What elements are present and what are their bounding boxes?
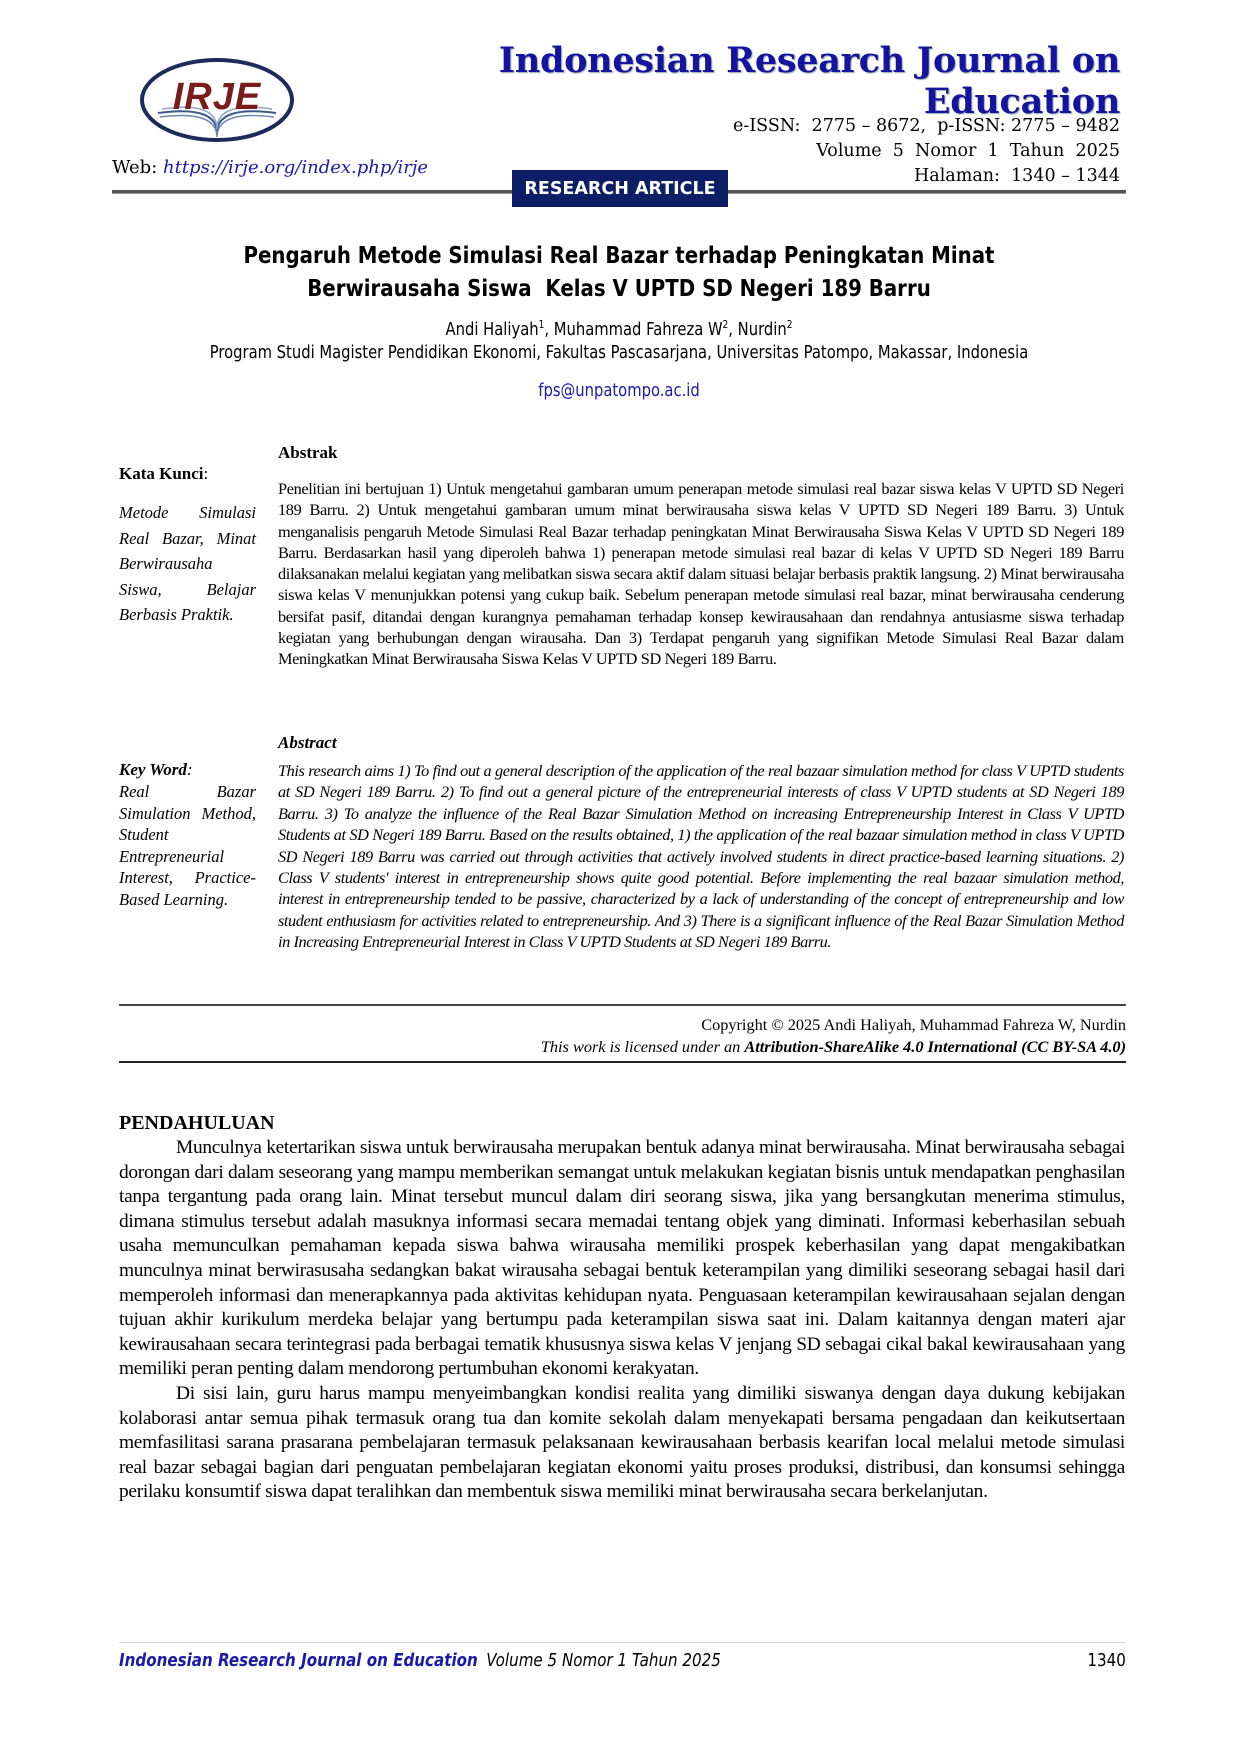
license-prefix: This work is licensed under an xyxy=(540,1037,745,1056)
title-line-1: Pengaruh Metode Simulasi Real Bazar terhadap Peningkatan Minat xyxy=(243,243,995,269)
volume-line: Volume 5 Nomor 1 Tahun 2025 xyxy=(816,141,1120,161)
keywords-en-label: Key Word xyxy=(119,760,187,779)
author-name: Andi Haliyah xyxy=(445,319,539,340)
keywords-id-label: Kata Kunci xyxy=(119,464,204,483)
corresponding-email[interactable]: fps@unpatompo.ac.id xyxy=(538,380,700,401)
author-affil-mark: 2 xyxy=(722,318,729,331)
irje-logo-icon xyxy=(138,55,296,145)
journal-logo xyxy=(138,55,296,145)
copyright-line: Copyright © 2025 Andi Haliyah, Muhammad Fahreza W, Nurdin xyxy=(701,1015,1126,1034)
license-link[interactable]: Attribution-ShareAlike 4.0 International (CC BY-SA 4.0) xyxy=(744,1037,1126,1056)
copyright-divider-bottom xyxy=(119,1061,1126,1063)
keywords-id-colon: : xyxy=(203,464,209,483)
web-line xyxy=(112,157,428,178)
keywords-en-colon: : xyxy=(186,760,193,779)
author-name: Muhammad Fahreza W xyxy=(553,319,723,340)
body-paragraph: Di sisi lain, guru harus mampu menyeimbangkan kondisi realita yang dimiliki siswanya dengan daya dukung kebijakan kolaborasi antar semua pihak termasuk orang tua dan komite sekolah dalam menyekapati bersama pengadaan dan keikutsertaan memfasilitasi sarana prasarana pembelajaran termasuk pelaksanaan kewirausahaan berbasis kearifan local melalui metode simulasi real bazar sebagai bagian dari penguatan pembelajaran kegiatan ekonomi yaitu proses produksi, distribusi, dan konsumsi sehingga perilaku konsumtif siswa dapat teralihkan dan membentuk siswa memiliki minat berwirausaha secara berkelanjutan. xyxy=(119,1382,1125,1503)
section-heading: PENDAHULUAN xyxy=(119,1112,275,1134)
keywords-id-heading xyxy=(119,464,208,484)
journal-title: Indonesian Research Journal on Education xyxy=(498,40,1120,122)
body-text xyxy=(119,1136,1125,1505)
issn-line: e-ISSN: 2775 – 8672, p-ISSN: 2775 – 9482 xyxy=(733,116,1120,136)
author-list: Andi Haliyah$^1$, Muhammad Fahreza $W^2$, Nurdin$^2$ xyxy=(445,318,793,340)
footer-volume: Volume 5 Nomor 1 Tahun 2025 xyxy=(486,1650,721,1671)
header-divider-right xyxy=(728,190,1126,194)
author-name: Nurdin xyxy=(737,319,787,340)
paper-title xyxy=(183,240,1055,306)
logo-text: IRJE xyxy=(172,76,262,118)
keywords-en-list: Real Bazar Simulation Method, Student Entrepreneurial Interest, Practice-Based Learning. xyxy=(119,782,256,909)
footer-divider xyxy=(119,1642,1126,1643)
web-label: Web: xyxy=(112,157,163,178)
article-type-badge: RESEARCH ARTICLE xyxy=(512,170,728,207)
abstract-id-text: Penelitian ini bertujuan 1) Untuk mengetahui gambaran umum penerapan metode simulasi real bazar siswa kelas V UPTD SD Negeri 189 Barru. 2) Untuk mengetahui gambaran umum minat berwirausaha siswa kelas V UPTD SD Negeri 189 Barru. 3) Untuk menganalisis pengaruh Metode Simulasi Real Bazar terhadap peningkatan Minat Berwirausaha Siswa Kelas V UPTD SD Negeri 189 Barru. Berdasarkan hasil yang diperoleh bahwa 1) penerapan metode simulasi real bazar di kelas V UPTD SD Negeri 189 Barru dilaksanakan melalui kegiatan yang melibatkan siswa secara aktif dalam situasi belajar berbasis praktik langsung. 2) Minat berwirausaha siswa kelas V menunjukkan potensi yang cukup baik. Sebelum penerapan metode simulasi real bazar, minat berwirausaha cenderung bersifat pasif, ditandai dengan kurangnya pemahaman terhadap konsep kewirausahaan dan rendahnya antusiasme siswa terhadap kegiatan yang berhubungan dengan wirausaha. Dan 3) Terdapat pengaruh yang signifikan Metode Simulasi Real Bazar dalam Meningkatkan Minat Berwirausaha Siswa Kelas V UPTD SD Negeri 189 Barru. xyxy=(278,479,1124,669)
journal-meta xyxy=(733,114,1120,189)
footer-journal: Indonesian Research Journal on Education xyxy=(119,1650,478,1671)
abstract-en-text: This research aims 1) To find out a general description of the application of the real bazaar simulation method for class V UPTD students at SD Negeri 189 Barru. 2) To find out a general picture of the entrepreneurial interests of class V UPTD students at SD Negeri 189 Barru. 3) To analyze the influence of the Real Bazar Simulation Method on increasing Entrepreneurship Interest in Class V UPTD Students at SD Negeri 189 Barru. Based on the results obtained, 1) the application of the real bazaar simulation method in class V UPTD SD Negeri 189 Barru was carried out through activities that actively involved students in direct practice-based learning situations. 2) Class V students' interest in entrepreneurship shows quite good potential. Before implementing the real bazaar simulation method, interest in entrepreneurship tended to be passive, characterized by a lack of understanding of the concept of entrepreneurship and low student enthusiasm for activities related to entrepreneurship. And 3) There is a significant influence of the Real Bazar Simulation Method in Increasing Entrepreneurial Interest in Class V UPTD Students at SD Negeri 189 Barru. xyxy=(278,761,1124,952)
license-line xyxy=(541,1036,1126,1058)
body-paragraph: Munculnya ketertarikan siswa untuk berwirausaha merupakan bentuk adanya minat berwirausaha. Minat berwirausaha sebagai dorongan dari dalam seseorang yang mampu memberikan semangat untuk melakukan kegiatan bisnis untuk mendapatkan penghasilan tanpa tergantung pada orang lain. Minat tersebut muncul dalam diri seorang siswa, jika yang bersangkutan menerima stimulus, dimana stimulus tersebut adalah masuknya informasi secara memadai tentang objek yang diminati. Informasi keberhasilan sebuah usaha memunculkan pemahaman kepada siswa bahwa wirausaha memiliki prospek keberhasilan yang dapat mengakibatkan munculnya minat berwirasusaha sedangkan bakat wirausaha sebagai bentuk keterampilan yang dimiliki seseorang sebagai hasil dari memperoleh informasi dan menerapkannya pada aktivitas kehidupan nyata. Penguasaan keterampilan kewirausahaan sejalan dengan tujuan akhir kurikulum merdeka belajar yang bertumpu pada keterampilan siswa saat ini. Dalam kaitannya dengan materi ajar kewirausahaan secara terintegrasi pada berbagai tematik khususnya siswa kelas V jenjang SD sebagai cikal bakal kewirausahaan yang memiliki peran penting dalam mendorong pertumbuhan ekonomi kerakyatan. xyxy=(119,1137,1125,1380)
pages-line: Halaman: 1340 – 1344 xyxy=(914,166,1120,186)
running-footer xyxy=(119,1650,721,1671)
affiliation: Program Studi Magister Pendidikan Ekonomi, Fakultas Pascasarjana, Universitas Patompo, Makassar, Indonesia xyxy=(209,342,1029,363)
author-affil-mark: 1 xyxy=(538,318,545,331)
header-divider-left xyxy=(112,190,512,194)
web-link[interactable]: https://irje.org/index.php/irje xyxy=(163,157,429,178)
keywords-id-list: Metode Simulasi Real Bazar, Minat Berwirausaha Siswa, Belajar Berbasis Praktik. xyxy=(119,503,256,624)
keywords-en-heading xyxy=(119,760,193,780)
title-line-2: Berwirausaha Siswa Kelas V UPTD SD Negeri 189 Barru xyxy=(307,276,931,302)
copyright-divider-top xyxy=(119,1004,1126,1006)
page-number: 1340 xyxy=(1087,1650,1126,1671)
abstract-id-heading: Abstrak xyxy=(278,443,338,462)
author-affil-mark: 2 xyxy=(786,318,793,331)
abstract-en-heading: Abstract xyxy=(278,733,337,752)
